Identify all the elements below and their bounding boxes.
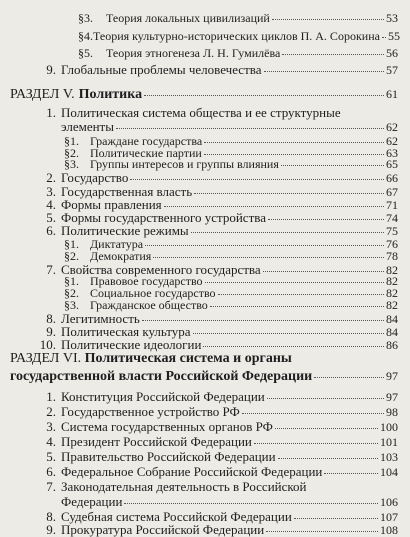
toc-entry bbox=[34, 224, 398, 237]
section-page: 97 bbox=[386, 369, 398, 383]
entry-title: Президент Российской Федерации bbox=[61, 434, 252, 449]
entry-number: 6. bbox=[46, 223, 56, 238]
entry-title: Политические идеологии bbox=[61, 337, 202, 352]
entry-number: 3. bbox=[46, 184, 56, 199]
entry-number: §4. bbox=[78, 29, 93, 43]
entry-number: 10. bbox=[39, 337, 56, 352]
entry-page: 55 bbox=[387, 29, 400, 43]
entry-page: 53 bbox=[386, 11, 398, 25]
entry-page: 106 bbox=[380, 495, 398, 509]
entry-title: Конституция Российской Федерации bbox=[61, 389, 265, 404]
entry-title: Законодательная деятельность в Российской bbox=[61, 479, 307, 494]
entry-number: 2. bbox=[46, 404, 56, 419]
dot-leader bbox=[116, 128, 384, 129]
dot-leader bbox=[204, 154, 384, 155]
dot-leader bbox=[264, 71, 385, 72]
toc-entry bbox=[34, 480, 398, 493]
dot-leader bbox=[267, 398, 384, 399]
entry-number: 8. bbox=[46, 509, 56, 524]
entry-number: 5. bbox=[46, 210, 56, 225]
dot-leader bbox=[281, 165, 384, 166]
dot-leader bbox=[164, 206, 384, 207]
toc-entry bbox=[34, 106, 398, 119]
section-label: РАЗДЕЛ VI. bbox=[10, 351, 82, 366]
entry-number: 2. bbox=[46, 170, 56, 185]
dot-leader bbox=[268, 219, 384, 220]
entry-number: 4. bbox=[46, 434, 56, 449]
dot-leader bbox=[204, 142, 384, 143]
entry-page: 107 bbox=[380, 510, 398, 524]
dot-leader bbox=[145, 245, 384, 246]
entry-page: 82 bbox=[386, 263, 398, 277]
entry-number: §5. bbox=[78, 46, 93, 60]
entry-title: Политические партии bbox=[90, 146, 202, 160]
entry-number: §3. bbox=[64, 157, 79, 171]
entry-number: 7. bbox=[46, 479, 56, 494]
entry-title: Государственная власть bbox=[61, 184, 193, 199]
section-title-line2: государственной власти Российской Федерации bbox=[10, 369, 313, 384]
entry-number: 3. bbox=[46, 419, 56, 434]
entry-page: 84 bbox=[386, 325, 398, 339]
entry-page: 75 bbox=[386, 224, 398, 238]
toc-entry bbox=[34, 435, 398, 448]
entry-number: §1. bbox=[64, 274, 79, 288]
entry-page: 82 bbox=[386, 286, 398, 300]
dot-leader bbox=[324, 473, 378, 474]
dot-leader bbox=[210, 306, 384, 307]
dot-leader bbox=[194, 193, 384, 194]
entry-number: 9. bbox=[46, 62, 56, 77]
entry-number: 7. bbox=[46, 262, 56, 277]
dot-leader bbox=[130, 179, 384, 180]
entry-number: §2. bbox=[64, 249, 79, 263]
entry-number: 4. bbox=[46, 197, 56, 212]
entry-number: §2. bbox=[64, 286, 79, 300]
entry-title: Глобальные проблемы человечества bbox=[61, 62, 262, 77]
entry-number: §2. bbox=[64, 146, 79, 160]
dot-leader bbox=[314, 377, 384, 378]
entry-title: Государство bbox=[61, 170, 129, 185]
entry-number: §1. bbox=[64, 134, 79, 148]
entry-title: Социальное государство bbox=[90, 286, 216, 300]
entry-number: §1. bbox=[64, 237, 79, 251]
entry-page: 63 bbox=[386, 146, 398, 160]
entry-title: Формы правления bbox=[61, 197, 162, 212]
toc-entry bbox=[34, 238, 398, 250]
dot-leader bbox=[263, 271, 384, 272]
dot-leader bbox=[294, 518, 378, 519]
entry-page: 62 bbox=[386, 120, 398, 134]
entry-title: Федеральное Собрание Российской Федерации bbox=[61, 464, 323, 479]
dot-leader bbox=[242, 413, 384, 414]
entry-number: 9. bbox=[46, 522, 56, 537]
entry-title: Политические режимы bbox=[61, 223, 189, 238]
entry-title: Группы интересов и группы влияния bbox=[90, 157, 279, 171]
entry-title: Политическая культура bbox=[61, 324, 191, 339]
entry-page: 101 bbox=[380, 435, 398, 449]
entry-page: 84 bbox=[386, 312, 398, 326]
entry-title: Правовое государство bbox=[90, 274, 203, 288]
dot-leader bbox=[203, 346, 384, 347]
entry-title: Граждане государства bbox=[90, 134, 203, 148]
entry-page: 78 bbox=[386, 249, 398, 263]
entry-page: 62 bbox=[386, 134, 398, 148]
entry-title: Государственное устройство РФ bbox=[61, 404, 240, 419]
entry-page: 66 bbox=[386, 171, 398, 185]
toc-entry bbox=[34, 250, 398, 262]
entry-number: 1. bbox=[46, 389, 56, 404]
entry-title: Система государственных органов РФ bbox=[61, 419, 273, 434]
entry-title: элементы bbox=[61, 119, 114, 134]
dot-leader bbox=[272, 19, 384, 20]
entry-title: Судебная система Российской Федерации bbox=[61, 509, 292, 524]
entry-page: 82 bbox=[386, 274, 398, 288]
toc-entry bbox=[34, 275, 398, 287]
dot-leader bbox=[266, 531, 378, 532]
entry-title: Теория локальных цивилизаций bbox=[106, 11, 270, 25]
entry-page: 76 bbox=[386, 237, 398, 251]
entry-title: Формы государственного устройства bbox=[61, 210, 266, 225]
toc-entry bbox=[34, 30, 398, 42]
dot-leader bbox=[124, 503, 378, 504]
toc-entry bbox=[34, 171, 398, 184]
dot-leader bbox=[193, 333, 384, 334]
entry-page: 108 bbox=[380, 523, 398, 537]
dot-leader bbox=[191, 232, 384, 233]
dot-leader bbox=[275, 428, 378, 429]
entry-title: Прокуратура Российской Федерации bbox=[61, 522, 265, 537]
toc-entry bbox=[34, 299, 398, 311]
entry-number: 1. bbox=[46, 105, 56, 120]
entry-title: Политическая система общества и ее структурные bbox=[61, 105, 341, 120]
section-heading bbox=[10, 352, 292, 366]
toc-entry bbox=[34, 63, 398, 76]
entry-page: 71 bbox=[386, 198, 398, 212]
toc-entry bbox=[34, 287, 398, 299]
section-heading-line2 bbox=[10, 370, 398, 384]
entry-page: 103 bbox=[380, 450, 398, 464]
toc-entry bbox=[34, 523, 398, 536]
section-label: РАЗДЕЛ V. bbox=[10, 87, 75, 102]
entry-title: Демократия bbox=[90, 249, 152, 263]
entry-number: 9. bbox=[46, 324, 56, 339]
entry-title: Гражданское общество bbox=[90, 298, 208, 312]
toc-entry bbox=[34, 495, 398, 508]
dot-leader bbox=[153, 257, 384, 258]
entry-page: 56 bbox=[386, 46, 398, 60]
section-title: Политика bbox=[78, 87, 143, 102]
dot-leader bbox=[282, 54, 384, 55]
section-page: 61 bbox=[386, 87, 398, 101]
entry-page: 74 bbox=[386, 211, 398, 225]
entry-title: Свойства современного государства bbox=[61, 262, 261, 277]
section-heading bbox=[10, 88, 398, 102]
entry-number: 5. bbox=[46, 449, 56, 464]
entry-title: Федерации bbox=[61, 494, 123, 509]
toc-entry bbox=[34, 158, 398, 170]
entry-number: §3. bbox=[64, 298, 79, 312]
toc-entry bbox=[34, 12, 398, 24]
entry-title: Диктатура bbox=[90, 237, 144, 251]
toc-entry bbox=[34, 465, 398, 478]
entry-page: 65 bbox=[386, 157, 398, 171]
toc-entry bbox=[34, 390, 398, 403]
dot-leader bbox=[142, 320, 384, 321]
toc-entry bbox=[34, 47, 398, 59]
entry-page: 67 bbox=[386, 185, 398, 199]
toc-entry bbox=[34, 450, 398, 463]
entry-number: 6. bbox=[46, 464, 56, 479]
toc-entry bbox=[34, 420, 398, 433]
entry-title: Теория культурно-исторических циклов П. А. Сорокина bbox=[93, 29, 380, 43]
dot-leader bbox=[278, 458, 378, 459]
entry-number: §3. bbox=[78, 11, 93, 25]
dot-leader bbox=[205, 282, 384, 283]
entry-page: 98 bbox=[386, 405, 398, 419]
dot-leader bbox=[144, 95, 384, 96]
toc-entry bbox=[34, 338, 398, 351]
dot-leader bbox=[218, 294, 384, 295]
entry-title: Правительство Российской Федерации bbox=[61, 449, 276, 464]
entry-number: 8. bbox=[46, 311, 56, 326]
entry-title: Легитимность bbox=[61, 311, 140, 326]
toc-entry bbox=[34, 135, 398, 147]
entry-page: 82 bbox=[386, 298, 398, 312]
entry-title: Теория этногенеза Л. Н. Гумилёва bbox=[106, 46, 281, 60]
toc-entry bbox=[34, 120, 398, 133]
toc-entry bbox=[34, 405, 398, 418]
entry-page: 100 bbox=[380, 420, 398, 434]
dot-leader bbox=[254, 443, 378, 444]
entry-page: 97 bbox=[386, 390, 398, 404]
section-title-line1: Политическая система и органы bbox=[84, 351, 292, 366]
dot-leader bbox=[382, 37, 386, 38]
entry-page: 57 bbox=[386, 63, 398, 77]
entry-page: 104 bbox=[380, 465, 398, 479]
entry-page: 86 bbox=[386, 338, 398, 352]
